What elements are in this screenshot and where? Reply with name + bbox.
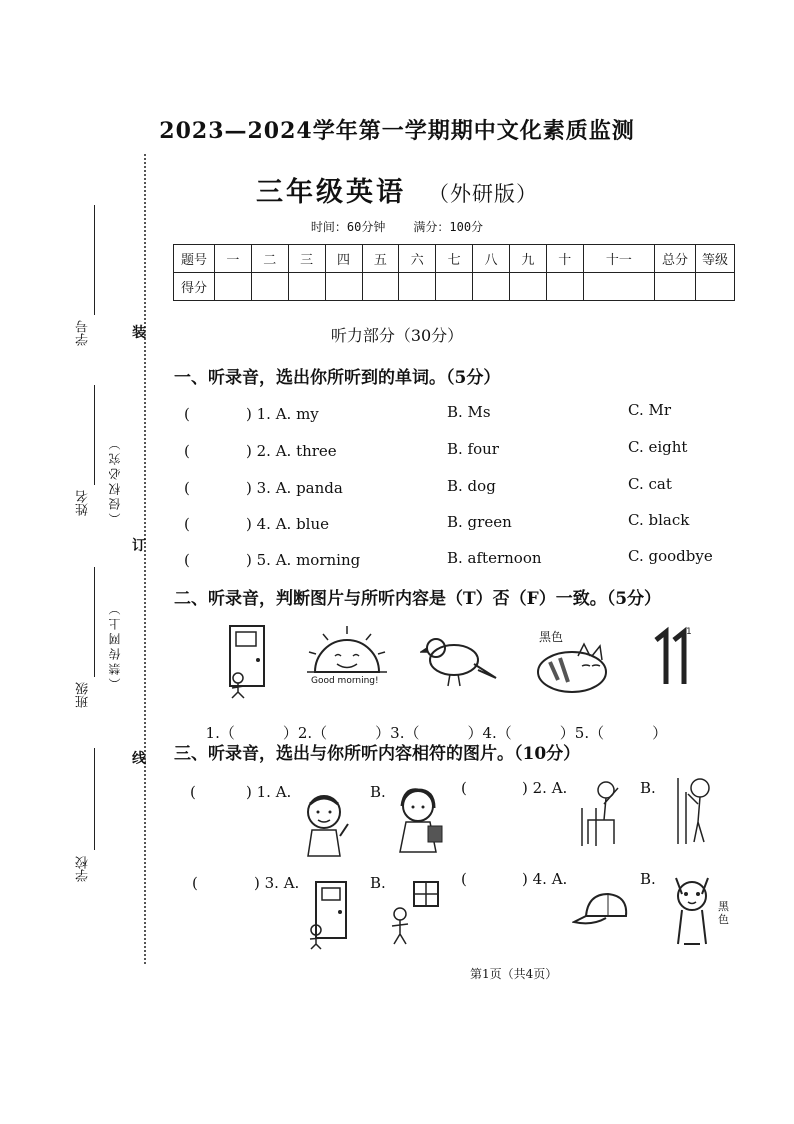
- name-label: 姓名: [76, 490, 91, 516]
- q5-option-a: ) 5. A. morning: [246, 551, 361, 569]
- answer-paren[interactable]: (: [184, 442, 190, 460]
- answer-paren[interactable]: (: [192, 874, 198, 892]
- score-header-cell: 二: [251, 245, 288, 273]
- page-footer: 第1页（共4页）: [470, 967, 558, 981]
- answer-paren[interactable]: (: [184, 551, 190, 569]
- score-header-cell: 六: [399, 245, 436, 273]
- door-open-picture: [302, 878, 354, 950]
- no-upload-note: （禁传网上）: [108, 600, 122, 690]
- door-boy-picture: [218, 622, 278, 700]
- s3-q4-option-b: B.: [640, 870, 656, 888]
- exam-title: 2023—2024学年第一学期期中文化素质监测: [159, 118, 635, 144]
- sleeping-cat-picture: [530, 640, 610, 696]
- svg-text:1: 1: [686, 627, 692, 637]
- score-header-cell: 九: [510, 245, 547, 273]
- name-line[interactable]: [94, 385, 95, 485]
- student-id-label: 学号: [76, 320, 91, 346]
- binding-char-bottom: 线: [132, 751, 146, 767]
- score-header-cell: 等级: [696, 245, 735, 273]
- q4-option-c: C. black: [628, 511, 690, 529]
- answer-paren[interactable]: (: [461, 870, 467, 888]
- score-header-cell: 七: [436, 245, 473, 273]
- score-cell[interactable]: [399, 273, 436, 301]
- girl-bag-picture: [392, 786, 448, 856]
- score-header-cell: 十一: [583, 245, 654, 273]
- q1-option-b: B. Ms: [447, 403, 491, 421]
- cat-caption-black-2: 黑色: [718, 900, 729, 926]
- answer-3[interactable]: ）3.（: [375, 724, 420, 742]
- score-cell[interactable]: [583, 273, 654, 301]
- q4-option-a: ) 4. A. blue: [246, 515, 330, 533]
- class-line[interactable]: [94, 567, 95, 677]
- edition-label: （外研版）: [428, 182, 538, 206]
- answer-4[interactable]: ）4.（: [467, 724, 512, 742]
- q5-option-b: B. afternoon: [447, 549, 542, 567]
- q1-option-c: C. Mr: [628, 401, 672, 419]
- score-header-cell: 一: [215, 245, 252, 273]
- listening-part-title: 听力部分（30分）: [330, 326, 464, 345]
- s3-q1-option-b: B.: [370, 783, 386, 801]
- s3-q1-label: ) 1. A.: [246, 783, 292, 801]
- score-cell[interactable]: [473, 273, 510, 301]
- score-header-cell: 三: [288, 245, 325, 273]
- binding-char-top: 装: [132, 325, 146, 341]
- exam-meta: [0, 218, 794, 235]
- score-cell[interactable]: [325, 273, 362, 301]
- answer-paren[interactable]: (: [461, 779, 467, 797]
- score-header-cell: 八: [473, 245, 510, 273]
- q3-option-c: C. cat: [628, 475, 672, 493]
- section2-answers[interactable]: [196, 704, 667, 743]
- score-cell[interactable]: [362, 273, 399, 301]
- section2-title: 二、听录音，判断图片与所听内容是（T）否（F）一致。（5分）: [174, 589, 662, 609]
- binding-char-middle: 订: [132, 538, 146, 554]
- s3-q2-label: ) 2. A.: [522, 779, 568, 797]
- answer-paren[interactable]: (: [184, 479, 190, 497]
- s3-q2-option-b: B.: [640, 779, 656, 797]
- answer-end: ）: [652, 724, 668, 742]
- score-cell[interactable]: [215, 273, 252, 301]
- score-cell[interactable]: [251, 273, 288, 301]
- score-header-cell: 五: [362, 245, 399, 273]
- score-header-cell: 题号: [174, 245, 215, 273]
- boy-sit-down-picture: [574, 778, 628, 850]
- score-cell[interactable]: [655, 273, 696, 301]
- score-cell[interactable]: [436, 273, 473, 301]
- sun-caption: Good morning!: [311, 676, 379, 686]
- answer-5[interactable]: ）5.（: [559, 724, 605, 742]
- score-header-cell: 四: [325, 245, 362, 273]
- q2-option-a: ) 2. A. three: [246, 442, 337, 460]
- answer-paren[interactable]: (: [184, 515, 190, 533]
- q5-option-c: C. goodbye: [628, 547, 713, 565]
- time-limit: 时间：60分钟: [310, 220, 386, 234]
- answer-2[interactable]: ）2.（: [282, 724, 328, 742]
- subject-title: [0, 170, 794, 209]
- subject-name: 三年级英语: [256, 177, 406, 208]
- score-cell[interactable]: [696, 273, 735, 301]
- cat-caption-black: 黑色: [539, 630, 564, 644]
- score-cell[interactable]: [510, 273, 547, 301]
- boy-stand-up-picture: [664, 774, 720, 846]
- full-score: 满分：100分: [413, 220, 484, 234]
- cap-picture: [572, 890, 632, 930]
- number-eleven-picture: [648, 622, 698, 688]
- cat-picture: [664, 872, 720, 948]
- q1-option-a: ) 1. A. my: [246, 405, 319, 423]
- answer-paren[interactable]: (: [190, 783, 196, 801]
- score-header-cell: 十: [546, 245, 583, 273]
- q2-option-c: C. eight: [628, 438, 688, 456]
- q2-option-b: B. four: [447, 440, 499, 458]
- school-line[interactable]: [94, 748, 95, 850]
- score-header-cell: 总分: [655, 245, 696, 273]
- q4-option-b: B. green: [447, 513, 512, 531]
- boy-thumbs-up-picture: [298, 790, 358, 860]
- s3-q3-label: ) 3. A.: [254, 874, 300, 892]
- score-row-label: 得分: [174, 273, 215, 301]
- binding-dotted-line: [144, 154, 146, 964]
- school-label: 学校: [76, 856, 91, 882]
- section1-title: 一、听录音，选出你所听到的单词。（5分）: [174, 368, 501, 388]
- answer-1[interactable]: 1.（: [205, 724, 235, 742]
- score-table-score-row: [174, 273, 735, 301]
- window-picture: [384, 880, 440, 950]
- section3-title: 三、听录音，选出与你所听内容相符的图片。（10分）: [174, 744, 581, 764]
- score-table-header-row: [174, 245, 735, 273]
- class-label: 班级: [76, 682, 91, 708]
- q3-option-b: B. dog: [447, 477, 496, 495]
- s3-q4-label: ) 4. A.: [522, 870, 568, 888]
- score-cell[interactable]: [546, 273, 583, 301]
- score-cell[interactable]: [288, 273, 325, 301]
- bird-picture: [420, 630, 500, 692]
- q3-option-a: ) 3. A. panda: [246, 479, 343, 497]
- score-table: [173, 244, 735, 301]
- answer-paren[interactable]: (: [184, 405, 190, 423]
- s3-q3-option-b: B.: [370, 874, 386, 892]
- copyright-note: （侵权必究）: [108, 435, 122, 525]
